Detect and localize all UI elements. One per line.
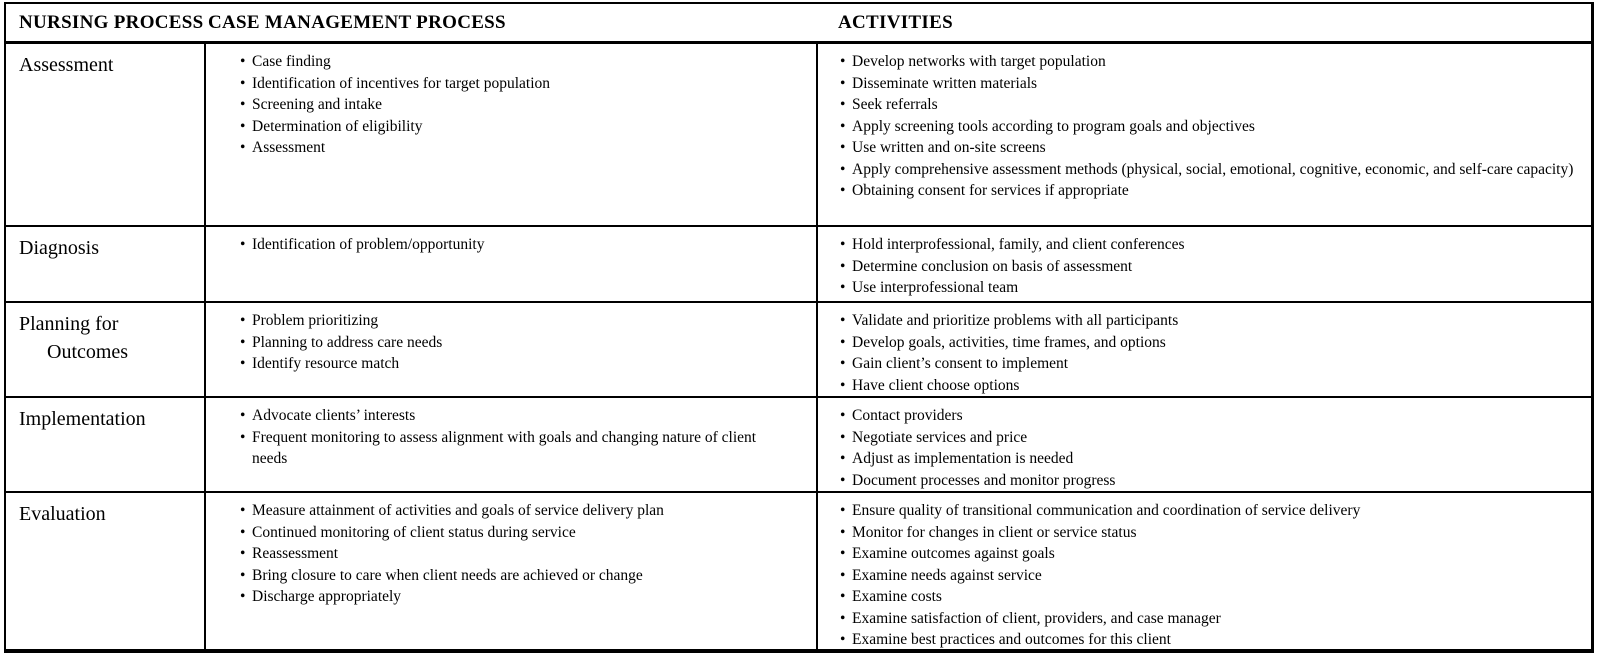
activities-item: • Disseminate written materials [840,73,1575,95]
table-row [6,396,1591,491]
activities-item: • Hold interprofessional, family, and client conferences [840,234,1575,256]
activities-item: • Determine conclusion on basis of assessment [840,256,1575,278]
case-management-list [206,405,816,470]
activities-item: • Develop networks with target population [840,51,1575,73]
nursing-process-label: Evaluation [19,503,106,525]
case-management-item: • Problem prioritizing [240,310,792,332]
nursing-process-label: Diagnosis [19,237,99,259]
case-management-item: • Reassessment [240,543,792,565]
header-activities: ACTIVITIES [838,11,953,33]
activities-item: • Examine satisfaction of client, providers, and case manager [840,608,1575,630]
activities-item: • Negotiate services and price [840,427,1575,449]
activities-cell [816,44,1591,225]
activities-item: • Examine needs against service [840,565,1575,587]
activities-item: • Use interprofessional team [840,277,1575,299]
table-row [6,301,1591,396]
nursing-process-label: Implementation [19,408,146,430]
header-case-management-process: CASE MANAGEMENT PROCESS [208,11,506,33]
nursing-process-label: Assessment [19,54,114,76]
case-management-item: • Advocate clients’ interests [240,405,792,427]
case-management-item: • Identify resource match [240,353,792,375]
case-management-item: • Screening and intake [240,94,792,116]
activities-item: • Seek referrals [840,94,1575,116]
case-management-list [206,500,816,608]
activities-item: • Examine costs [840,586,1575,608]
case-management-cell [204,493,816,649]
case-management-item: • Continued monitoring of client status during service [240,522,792,544]
activities-item: • Ensure quality of transitional communication and coordination of service delivery [840,500,1575,522]
activities-item: • Document processes and monitor progress [840,470,1575,492]
table-row [6,225,1591,301]
case-management-item: • Bring closure to care when client needs are achieved or change [240,565,792,587]
table-row [6,44,1591,225]
nursing-process-cell [6,398,204,491]
nursing-process-cell [6,44,204,225]
activities-cell [816,303,1591,396]
nursing-case-management-table [4,2,1594,653]
case-management-list [206,234,816,256]
activities-item: • Obtaining consent for services if appropriate [840,180,1575,202]
activities-item: • Apply comprehensive assessment methods (physical, social, emotional, cognitive, economic, and self-care capacity) [840,159,1575,181]
case-management-item: • Identification of incentives for target population [240,73,792,95]
activities-item: • Apply screening tools according to program goals and objectives [840,116,1575,138]
activities-item: • Use written and on-site screens [840,137,1575,159]
activities-list [818,234,1591,299]
case-management-cell [204,227,816,301]
case-management-item: • Identification of problem/opportunity [240,234,792,256]
case-management-list [206,310,816,375]
activities-cell [816,227,1591,301]
activities-item: • Examine best practices and outcomes for this client [840,629,1575,649]
case-management-item: • Case finding [240,51,792,73]
nursing-process-label: Planning for Outcomes [19,313,129,364]
activities-item: • Gain client’s consent to implement [840,353,1575,375]
table-row [6,491,1591,649]
case-management-item: • Assessment [240,137,792,159]
header-nursing-process: NURSING PROCESS [19,11,204,33]
activities-list [818,310,1591,396]
activities-cell [816,398,1591,491]
activities-list [818,51,1591,202]
case-management-item: • Frequent monitoring to assess alignment with goals and changing nature of client needs [240,427,792,470]
activities-item: • Monitor for changes in client or service status [840,522,1575,544]
case-management-item: • Measure attainment of activities and goals of service delivery plan [240,500,792,522]
activities-item: • Validate and prioritize problems with all participants [840,310,1575,332]
case-management-item: • Determination of eligibility [240,116,792,138]
case-management-cell [204,398,816,491]
activities-item: • Examine outcomes against goals [840,543,1575,565]
activities-item: • Develop goals, activities, time frames, and options [840,332,1575,354]
nursing-process-cell [6,303,204,396]
nursing-process-cell [6,227,204,301]
table-body [6,44,1591,649]
case-management-cell [204,303,816,396]
case-management-item: • Discharge appropriately [240,586,792,608]
case-management-item: • Planning to address care needs [240,332,792,354]
activities-cell [816,493,1591,649]
activities-item: • Adjust as implementation is needed [840,448,1575,470]
activities-list [818,500,1591,649]
case-management-list [206,51,816,159]
activities-item: • Have client choose options [840,375,1575,397]
activities-list [818,405,1591,491]
nursing-process-cell [6,493,204,649]
activities-item: • Contact providers [840,405,1575,427]
case-management-cell [204,44,816,225]
table-header-row [6,4,1591,44]
